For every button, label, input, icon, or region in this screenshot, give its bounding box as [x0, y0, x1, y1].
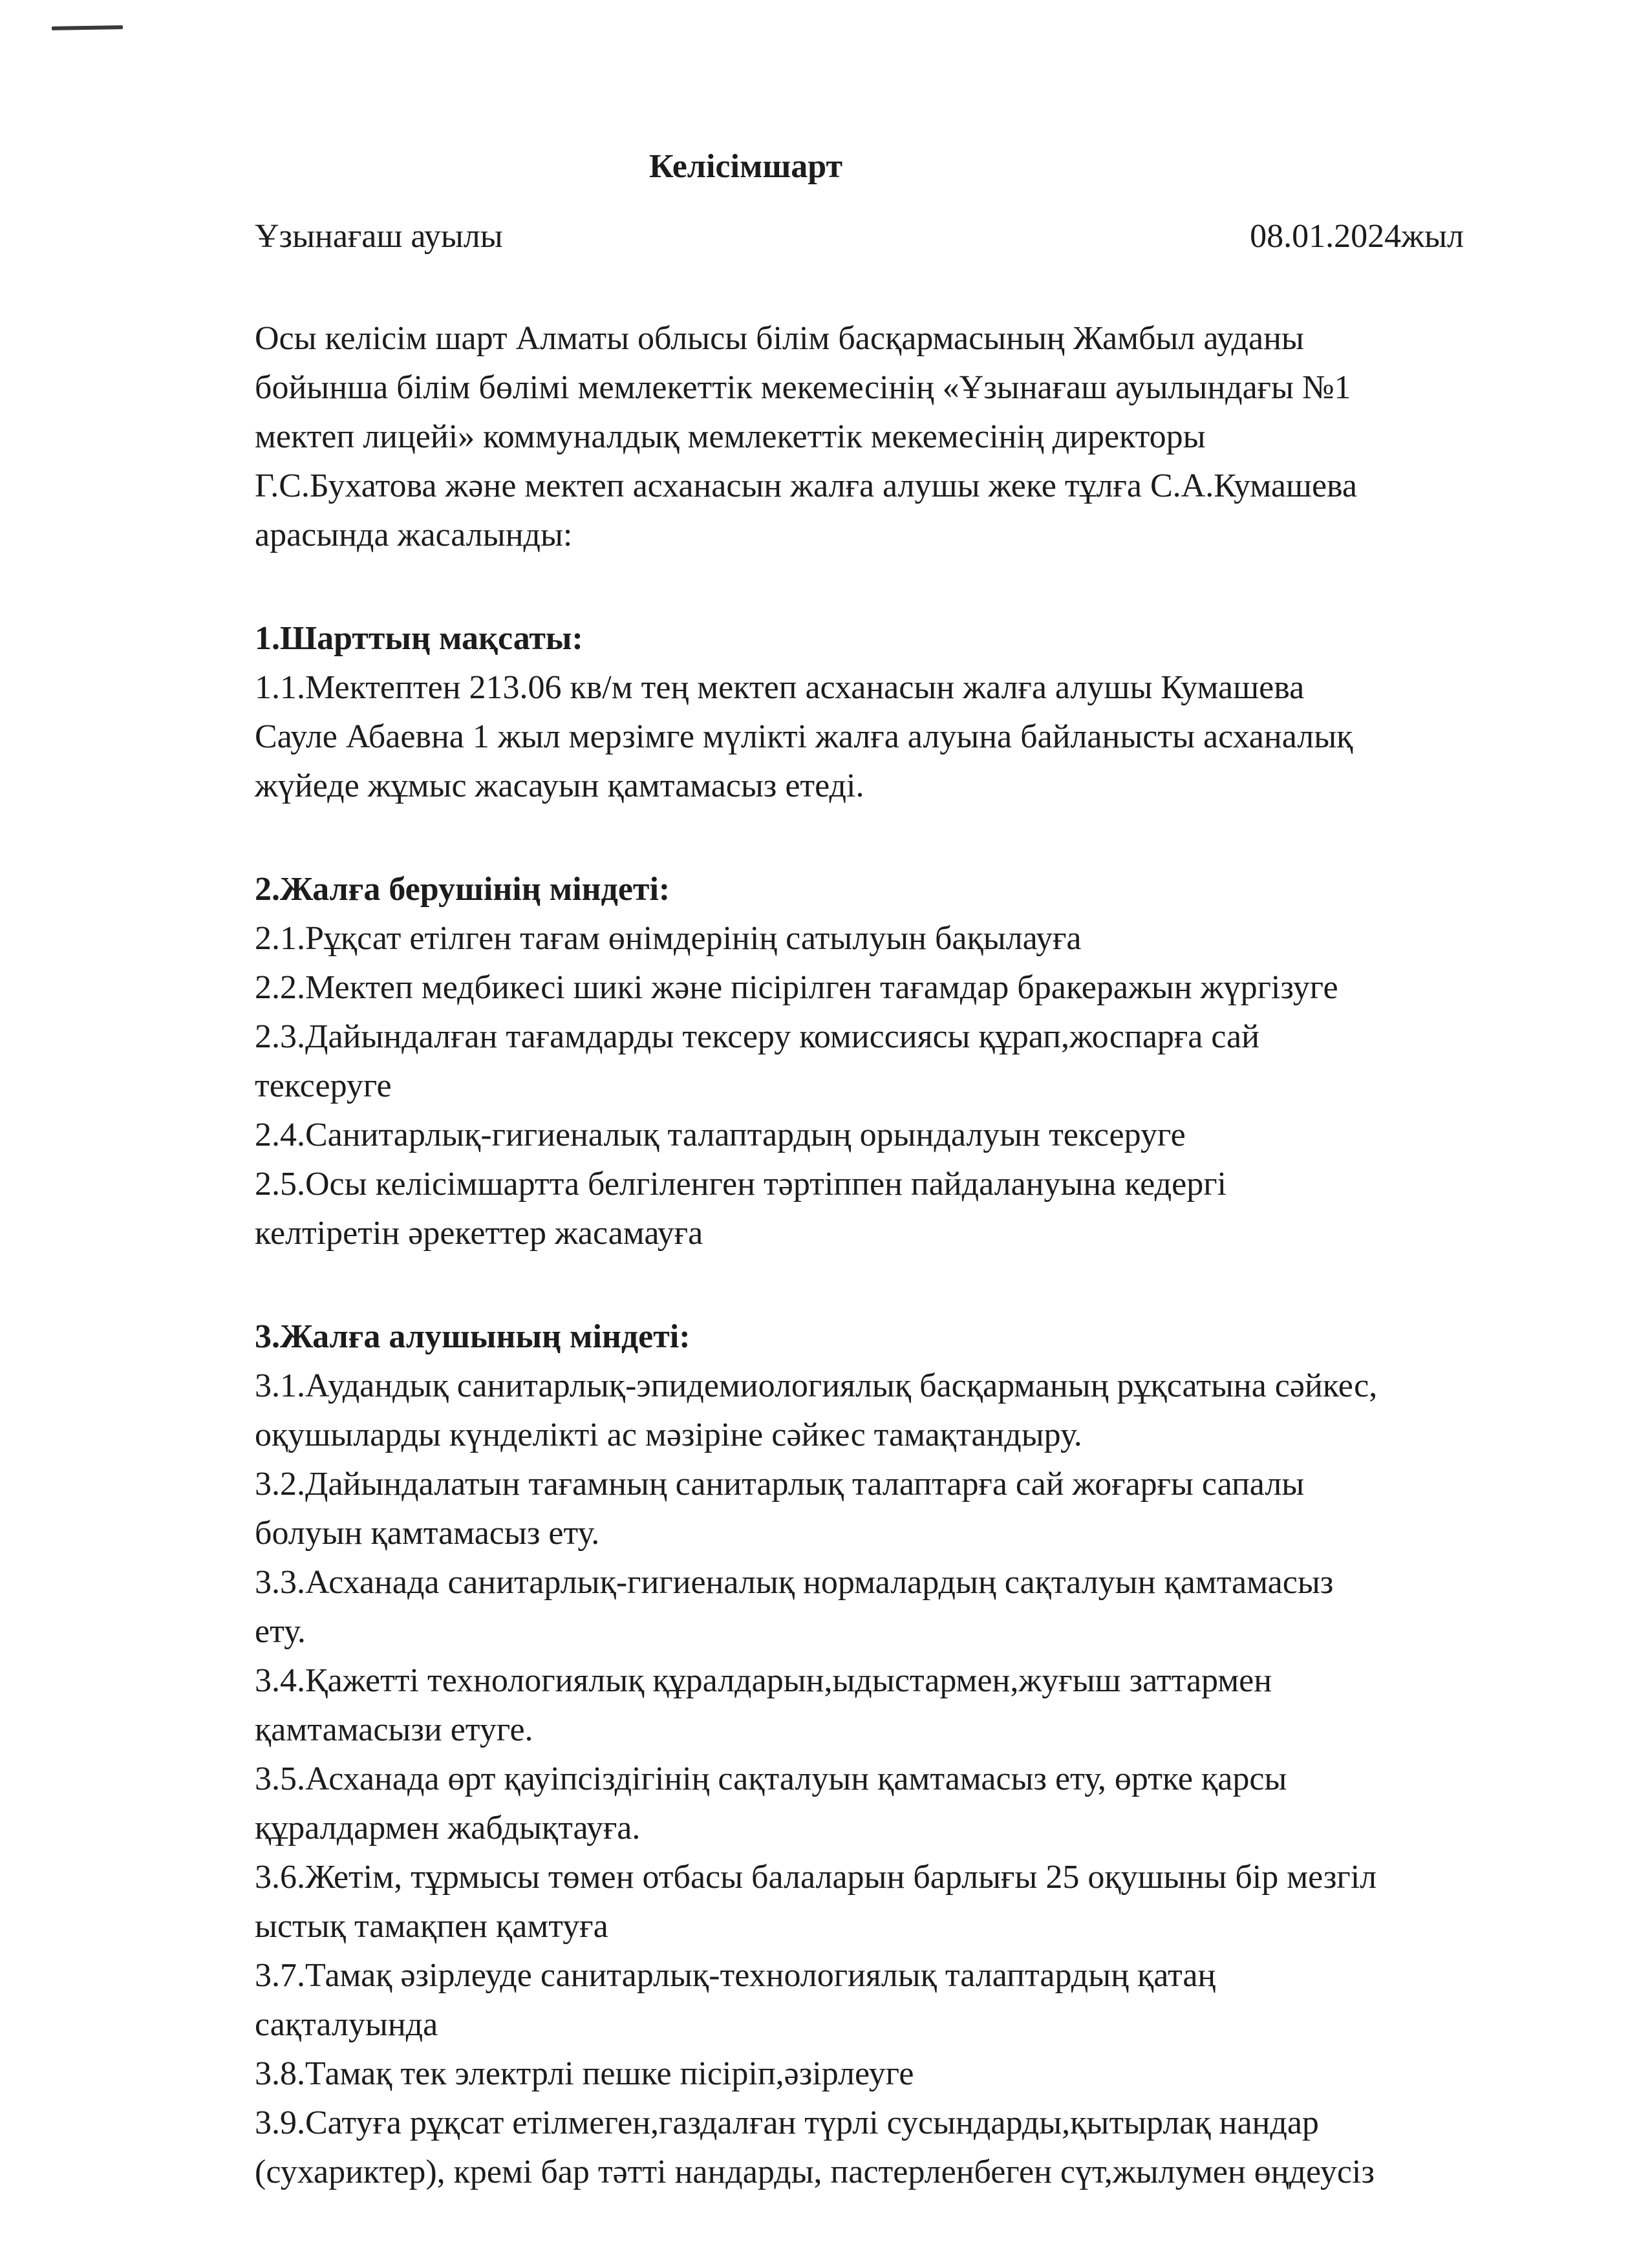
- document-title: Келісімшарт: [649, 148, 843, 185]
- section-2-line: 2.5.Осы келісімшартта белгіленген тәртіппен пайдалануына кедергі: [255, 1166, 1227, 1203]
- intro-line: Осы келісім шарт Алматы облысы білім басқармасының Жамбыл ауданы: [255, 320, 1304, 357]
- section-3-line: ыстық тамақпен қамтуға: [255, 1908, 608, 1945]
- section-1: [255, 614, 1548, 811]
- section-3-line: 3.8.Тамақ тек электрлі пешке пісіріп,әзірлеуге: [255, 2055, 914, 2092]
- section-3-line: 3.7.Тамақ әзірлеуде санитарлық-технологиялық талаптардың қатаң: [255, 1957, 1216, 1994]
- section-3-line: қамтамасызи етуге.: [255, 1711, 533, 1748]
- section-2-line: 2.1.Рұқсат етілген тағам өнімдерінің сатылуын бақылауға: [255, 920, 1082, 957]
- section-3-line: 3.6.Жетім, тұрмысы төмен отбасы балаларын барлығы 25 оқушыны бір мезгіл: [255, 1859, 1377, 1896]
- intro-line: арасында жасалынды:: [255, 517, 573, 553]
- section-3-line: 3.1.Аудандық санитарлық-эпидемиологиялық басқарманың рұқсатына сәйкес,: [255, 1367, 1378, 1404]
- section-3-line: (сухариктер), кремі бар тәтті нандарды, пастерленбеген сүт,жылумен өңдеусіз: [255, 2154, 1375, 2190]
- intro-line: мектеп лицейі» коммуналдық мемлекеттік мекемесінің директоры: [255, 418, 1206, 455]
- section-2-line: келтіретін әрекеттер жасамауға: [255, 1215, 703, 1252]
- section-2-line: 2.3.Дайындалған тағамдарды тексеру комиссиясы құрап,жоспарға сай: [255, 1018, 1259, 1055]
- section-2: [255, 865, 1548, 1258]
- section-1-line: Сауле Абаевна 1 жыл мерзімге мүлікті жалға алуына байланысты асханалық: [255, 718, 1353, 755]
- header-date: 08.01.2024жыл: [1250, 218, 1464, 255]
- section-3-heading: 3.Жалға алушының міндеті:: [255, 1318, 691, 1355]
- section-3-line: оқушыларды күнделікті ас мәзіріне сәйкес тамақтандыру.: [255, 1417, 1082, 1453]
- section-2-heading: 2.Жалға берушінің міндеті:: [255, 871, 670, 908]
- scan-artifact-mark: [52, 25, 123, 30]
- section-1-line: жүйеде жұмыс жасауын қамтамасыз етеді.: [255, 767, 864, 804]
- section-3-line: 3.2.Дайындалатын тағамның санитарлық талаптарға сай жоғарғы сапалы: [255, 1466, 1305, 1503]
- section-2-line: тексеруге: [255, 1067, 392, 1104]
- section-3-line: құралдармен жабдықтауға.: [255, 1810, 641, 1846]
- section-3-line: сақталуында: [255, 2006, 438, 2043]
- intro-line: бойынша білім бөлімі мемлекеттік мекемесінің «Ұзынағаш ауылындағы №1: [255, 369, 1351, 406]
- section-3-line: 3.3.Асханада санитарлық-гигиеналық нормалардың сақталуын қамтамасыз: [255, 1564, 1334, 1601]
- section-3-line: болуын қамтамасыз ету.: [255, 1515, 600, 1552]
- intro-line: Г.С.Бухатова және мектеп асханасын жалға алушы жеке тұлға С.А.Кумашева: [255, 467, 1357, 504]
- section-1-line: 1.1.Мектептен 213.06 кв/м тең мектеп асханасын жалға алушы Кумашева: [255, 669, 1305, 706]
- section-2-line: 2.2.Мектеп медбикесі шикі және пісірілген тағамдар бракеражын жүргізуге: [255, 969, 1338, 1006]
- header-place: Ұзынағаш ауылы: [255, 218, 503, 255]
- section-3-line: 3.4.Қажетті технологиялық құралдарын,ыдыстармен,жуғыш заттармен: [255, 1662, 1272, 1699]
- section-3-line: 3.5.Асханада өрт қауіпсіздігінің сақталуын қамтамасыз ету, өртке қарсы: [255, 1760, 1287, 1797]
- document-body: [255, 314, 1548, 2197]
- section-3: [255, 1312, 1548, 2197]
- section-1-heading: 1.Шарттың мақсаты:: [255, 620, 583, 657]
- intro-paragraph: [255, 314, 1548, 560]
- section-2-line: 2.4.Санитарлық-гигиеналық талаптардың орындалуын тексеруге: [255, 1117, 1186, 1153]
- section-3-line: ету.: [255, 1613, 306, 1650]
- section-3-line: 3.9.Сатуға рұқсат етілмеген,газдалған түрлі сусындарды,қытырлақ нандар: [255, 2104, 1319, 2141]
